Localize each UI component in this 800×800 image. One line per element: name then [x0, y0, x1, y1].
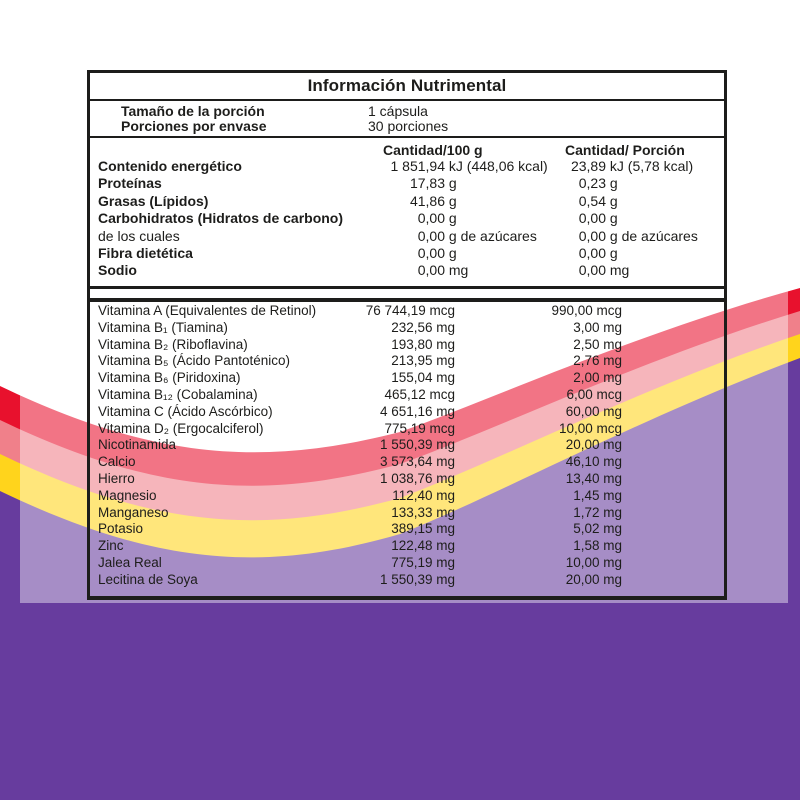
nutrient-row — [90, 521, 724, 538]
macro-value-per-100g — [385, 175, 457, 192]
nutrient-row — [90, 538, 724, 555]
serving-row-value: 1 cápsula — [368, 103, 428, 119]
nutrient-row-label: Jalea Real — [98, 554, 162, 570]
nutrient-value-per-serving: 60,00 mg — [565, 403, 622, 419]
nutrient-row — [90, 370, 724, 387]
nutrient-row — [90, 337, 724, 354]
serving-info-section — [90, 104, 724, 134]
macro-value-number: 0,23 — [578, 175, 606, 192]
macro-value-unit: mg — [445, 262, 469, 279]
nutrient-row — [90, 488, 724, 505]
macro-value-unit: kJ (5,78 kcal) — [606, 158, 694, 174]
nutrient-row-label: Vitamina B₅ (Ácido Pantoténico) — [98, 353, 291, 369]
nutrient-row — [90, 387, 724, 404]
macro-value-number: 0,00 — [578, 262, 606, 279]
divider-under-title — [90, 99, 724, 101]
macro-value-number: 0,00 — [578, 244, 606, 261]
macro-value-unit: g — [606, 192, 618, 209]
macro-value-unit: mg — [606, 262, 630, 279]
column-header-per-100g: Cantidad/100 g — [383, 142, 483, 158]
nutrient-row — [90, 437, 724, 454]
nutrient-value-per-serving: 2,00 mg — [573, 370, 622, 386]
macro-value-per-100g — [385, 158, 548, 175]
divider-under-serving — [90, 136, 724, 138]
nutrient-row — [90, 555, 724, 572]
macro-row-label: Carbohidratos (Hidratos de carbono) — [98, 210, 344, 227]
nutrient-row — [90, 303, 724, 320]
nutrient-row-label: Vitamina D₂ (Ergocalciferol) — [98, 420, 264, 436]
nutrient-row — [90, 353, 724, 370]
nutrient-value-per-serving: 20,00 mg — [565, 437, 622, 453]
nutrient-value-per-serving: 13,40 mg — [565, 470, 622, 486]
macro-value-unit: kJ (448,06 kcal) — [445, 158, 548, 174]
nutrient-value-per-serving: 5,02 mg — [573, 521, 622, 537]
nutrient-value-per-100g: 775,19 mcg — [384, 420, 455, 436]
macro-row-label: de los cuales — [98, 227, 180, 244]
macro-value-unit: g — [606, 244, 618, 261]
nutrient-value-per-serving: 20,00 mg — [565, 571, 622, 587]
nutrient-value-per-serving: 1,45 mg — [573, 487, 622, 503]
macro-row — [90, 245, 724, 262]
nutrient-value-per-100g: 133,33 mg — [391, 504, 455, 520]
macro-value-per-serving — [566, 245, 618, 262]
macro-value-unit: g de azúcares — [445, 227, 537, 244]
nutrient-row-label: Lecitina de Soya — [98, 571, 198, 587]
nutrient-row — [90, 572, 724, 589]
nutrient-value-per-serving: 10,00 mg — [565, 554, 622, 570]
nutrient-row-label: Vitamina C (Ácido Ascórbico) — [98, 403, 273, 419]
macro-value-unit: g — [445, 244, 457, 261]
macro-row-label: Fibra dietética — [98, 244, 193, 261]
macro-value-number: 0,00 — [578, 210, 606, 227]
nutrient-row — [90, 404, 724, 421]
macro-value-unit: g — [445, 175, 457, 192]
macro-value-per-serving — [566, 210, 618, 227]
nutrient-value-per-100g: 155,04 mg — [391, 370, 455, 386]
macro-value-per-serving — [566, 193, 618, 210]
divider-thick — [90, 298, 724, 302]
serving-row — [90, 119, 724, 134]
nutrient-value-per-serving: 6,00 mcg — [566, 386, 622, 402]
nutrient-row — [90, 471, 724, 488]
macro-value-number: 0,00 — [417, 244, 445, 261]
macro-value-number: 0,54 — [578, 192, 606, 209]
nutrient-value-per-100g: 213,95 mg — [391, 353, 455, 369]
macro-row — [90, 262, 724, 279]
column-header-per-serving: Cantidad/ Porción — [565, 142, 685, 158]
macro-row-label: Grasas (Lípidos) — [98, 192, 209, 209]
serving-row-value: 30 porciones — [368, 118, 449, 134]
nutrient-row-label: Nicotinamida — [98, 437, 177, 453]
macro-value-number: 0,00 — [417, 262, 445, 279]
macro-value-per-serving — [566, 175, 618, 192]
micronutrient-section — [90, 303, 724, 589]
nutrient-row-label: Manganeso — [98, 504, 169, 520]
nutrient-row — [90, 421, 724, 438]
macro-value-unit: g — [445, 210, 457, 227]
macro-value-unit: g de azúcares — [606, 227, 698, 244]
macro-value-per-100g — [385, 262, 468, 279]
macro-row — [90, 193, 724, 210]
macro-row-label: Sodio — [98, 262, 137, 279]
nutrient-value-per-100g: 4 651,16 mg — [379, 403, 455, 419]
macro-value-per-100g — [385, 245, 457, 262]
macro-value-number: 0,00 — [417, 210, 445, 227]
nutrient-value-per-100g: 232,56 mg — [391, 319, 455, 335]
panel-title: Información Nutrimental — [307, 76, 507, 95]
nutrient-value-per-100g: 1 038,76 mg — [379, 470, 455, 486]
macro-value-per-serving — [566, 262, 629, 279]
nutrient-value-per-serving: 990,00 mcg — [551, 303, 622, 318]
nutrition-facts-panel — [87, 70, 727, 600]
macro-value-unit: g — [445, 192, 457, 209]
nutrient-value-per-100g: 775,19 mg — [391, 554, 455, 570]
macro-value-unit: g — [606, 175, 618, 192]
nutrient-row-label: Zinc — [98, 538, 124, 554]
macro-value-per-serving — [566, 158, 693, 175]
macro-value-per-100g — [385, 228, 537, 245]
nutrient-value-per-100g: 1 550,39 mg — [379, 437, 455, 453]
nutrient-value-per-100g: 122,48 mg — [391, 538, 455, 554]
nutrient-row-label: Vitamina B₁₂ (Cobalamina) — [98, 386, 258, 402]
macro-value-per-serving — [566, 228, 698, 245]
nutrient-row-label: Vitamina A (Equivalentes de Retinol) — [98, 303, 317, 318]
nutrient-row — [90, 454, 724, 471]
macro-row — [90, 175, 724, 192]
nutrient-value-per-100g: 1 550,39 mg — [379, 571, 455, 587]
nutrient-value-per-100g: 193,80 mg — [391, 336, 455, 352]
macro-value-number: 0,00 — [578, 227, 606, 244]
macro-row — [90, 210, 724, 227]
nutrient-row-label: Hierro — [98, 470, 135, 486]
serving-row-label: Tamaño de la porción — [121, 103, 265, 119]
nutrient-row-label: Vitamina B₁ (Tiamina) — [98, 319, 228, 335]
macro-value-per-100g — [385, 193, 457, 210]
serving-row — [90, 104, 724, 119]
macronutrient-section — [90, 158, 724, 280]
nutrient-row-label: Vitamina B₂ (Riboflavina) — [98, 336, 248, 352]
nutrient-value-per-serving: 1,58 mg — [573, 538, 622, 554]
nutrient-row-label: Calcio — [98, 454, 136, 470]
nutrient-row-label: Potasio — [98, 521, 144, 537]
macro-value-unit: g — [606, 210, 618, 227]
macro-row-label: Proteínas — [98, 175, 162, 192]
nutrient-value-per-100g: 76 744,19 mcg — [365, 303, 455, 318]
nutrient-row — [90, 505, 724, 522]
macro-value-number: 0,00 — [417, 227, 445, 244]
divider-thin — [90, 286, 724, 289]
nutrient-row-label: Vitamina B₆ (Piridoxina) — [98, 370, 241, 386]
nutrient-value-per-serving: 3,00 mg — [573, 319, 622, 335]
macro-row — [90, 228, 724, 245]
nutrient-row-label: Magnesio — [98, 487, 157, 503]
nutrient-value-per-serving: 10,00 mcg — [558, 420, 622, 436]
macro-value-number: 23,89 — [570, 158, 606, 174]
nutrient-value-per-serving: 2,76 mg — [573, 353, 622, 369]
nutrient-value-per-100g: 3 573,64 mg — [379, 454, 455, 470]
nutrient-value-per-100g: 465,12 mcg — [384, 386, 455, 402]
nutrient-row — [90, 320, 724, 337]
column-header-row — [90, 142, 724, 158]
macro-value-per-100g — [385, 210, 457, 227]
serving-row-label: Porciones por envase — [121, 118, 267, 134]
nutrient-value-per-serving: 2,50 mg — [573, 336, 622, 352]
macro-value-number: 17,83 — [409, 175, 445, 192]
nutrient-value-per-100g: 389,15 mg — [391, 521, 455, 537]
macro-row-label: Contenido energético — [98, 158, 242, 174]
macro-row — [90, 158, 724, 175]
nutrient-value-per-serving: 1,72 mg — [573, 504, 622, 520]
macro-value-number: 1 851,94 — [390, 158, 445, 174]
nutrient-value-per-serving: 46,10 mg — [565, 454, 622, 470]
macro-value-number: 41,86 — [409, 192, 445, 209]
nutrient-value-per-100g: 112,40 mg — [392, 487, 455, 503]
